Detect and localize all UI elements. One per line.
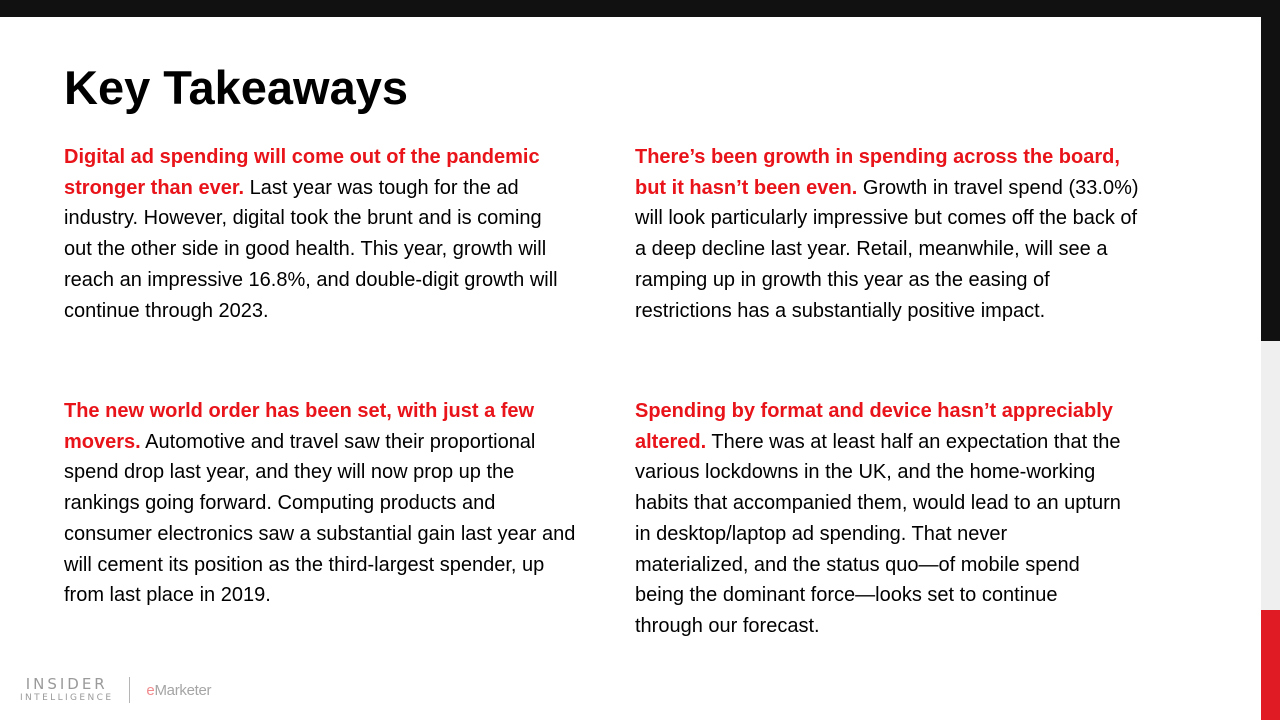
takeaway-4-body: There was at least half an expectation that the various lockdowns in the UK, and the home-working habits that accompanied them, would lead to an upturn in desktop/laptop ad spending. That never materialized, and the status quo—of mobile spend being the dominant force—looks set to continue through our forecast. [635, 430, 1121, 637]
takeaway-3-body: Automotive and travel saw their proportional spend drop last year, and they will now prop up the rankings going forward. Computing products and consumer electronics saw a substantial gain last year and will cement its position as the third-largest spender, up from last place in 2019. [64, 430, 576, 607]
footer-logos [20, 673, 211, 707]
right-accent-bar-light [1261, 341, 1280, 610]
emarketer-logo-text: Marketer [154, 681, 212, 699]
insider-logo-line2: INTELLIGENCE [20, 693, 114, 703]
takeaway-1-lead: Digital ad spending will come out of the pandemic stronger than ever. [64, 146, 540, 199]
takeaway-4 [635, 396, 1125, 642]
takeaway-1-body: Last year was tough for the ad industry. However, digital took the brunt and is coming out the other side in good health. This year, growth will reach an impressive 16.8%, and double-digit growth will continue through 2023. [64, 176, 558, 322]
right-accent-bar-red [1261, 610, 1280, 720]
emarketer-logo [146, 682, 211, 699]
top-bar [0, 0, 1280, 17]
takeaway-1 [64, 142, 574, 326]
takeaway-4-lead: Spending by format and device hasn’t appreciably altered. [635, 400, 1113, 453]
logo-divider [129, 677, 130, 703]
takeaway-2-body: Growth in travel spend (33.0%) will look particularly impressive but comes off the back of a deep decline last year. Retail, meanwhile, will see a ramping up in growth this year as the easing of restrictions has a substantially positive impact. [635, 176, 1139, 322]
takeaway-2-lead: There’s been growth in spending across the board, but it hasn’t been even. [635, 146, 1120, 199]
insider-intelligence-logo [20, 676, 113, 704]
takeaway-3 [64, 396, 576, 611]
insider-logo-line1: INSIDER [25, 675, 108, 693]
takeaway-2 [635, 142, 1150, 326]
page-title: Key Takeaways [64, 61, 409, 114]
emarketer-logo-e: e [146, 681, 155, 699]
right-accent-bar-dark [1261, 17, 1280, 341]
takeaway-3-lead: The new world order has been set, with just a few movers. [64, 400, 535, 453]
